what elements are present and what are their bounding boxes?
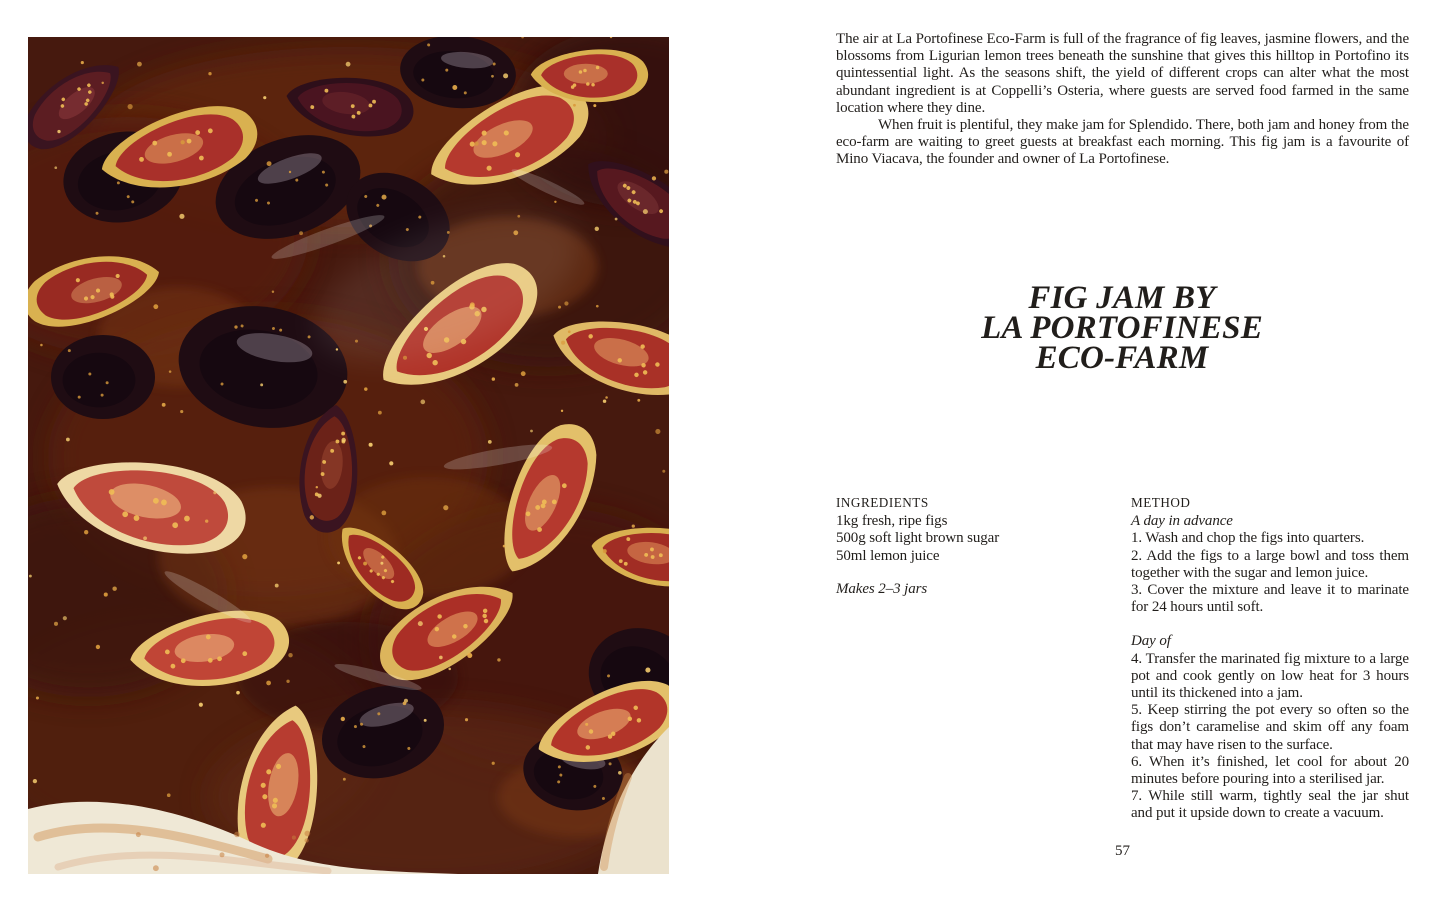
- method-step: 3. Cover the mixture and leave it to marinate for 24 hours until soft.: [1131, 582, 1409, 616]
- recipe-title-line-2: LA PORTOFINESE: [981, 310, 1263, 346]
- fig-jam-photo: [28, 37, 669, 874]
- fig-jam-photo-art: [28, 37, 669, 874]
- method-step: 6. When it’s finished, let cool for about 20 minutes before pouring into a sterilised jar.: [1131, 753, 1409, 788]
- ingredients-section: [836, 494, 1116, 598]
- intro-paragraph-1: The air at La Portofinese Eco-Farm is full of the fragrance of fig leaves, jasmine flowers, and the blossoms from Ligurian lemon trees beneath the sunshine that gives this hilltop in Portofino its quintessential light. As the seasons shift, the yield of different crops can alter what the most abundant ingredient is at Coppelli’s Osteria, where guests are served food farmed in the same location where they dine.: [836, 31, 1409, 116]
- method-step: 2. Add the figs to a large bowl and toss them together with the sugar and lemon juice.: [1131, 547, 1409, 581]
- recipe-title: [761, 280, 1445, 376]
- recipe-title-line-1: FIG JAM BY: [1028, 280, 1216, 316]
- method-heading: METHOD: [1131, 495, 1191, 510]
- method-subheading-day-of: Day of: [1131, 633, 1171, 650]
- method-step: 4. Transfer the marinated fig mixture to a large pot and cook gently on low heat for 3 hours until its thickened into a jam.: [1131, 650, 1409, 702]
- intro-text: [836, 31, 1409, 169]
- yield-note: Makes 2–3 jars: [836, 580, 928, 597]
- ingredient-item: 50ml lemon juice: [836, 547, 940, 564]
- recipe-title-line-3: ECO-FARM: [1035, 340, 1209, 376]
- method-step: 5. Keep stirring the pot every so often so the figs don’t caramelise and skim off any foam that may have risen to the surface.: [1131, 702, 1409, 753]
- page-number: 57: [1115, 843, 1130, 859]
- ingredient-item: 500g soft light brown sugar: [836, 530, 1000, 547]
- method-section: [1131, 494, 1409, 823]
- method-step: 1. Wash and chop the figs into quarters.: [1131, 530, 1365, 547]
- ingredients-heading: INGREDIENTS: [836, 495, 929, 510]
- method-step: 7. While still warm, tightly seal the jar shut and put it upside down to create a vacuum.: [1131, 788, 1409, 822]
- method-subheading-advance: A day in advance: [1131, 513, 1233, 530]
- intro-paragraph-2: When fruit is plentiful, they make jam for Splendido. There, both jam and honey from the eco-farm are waiting to greet guests at breakfast each morning. This fig jam is a favourite of Mino Viacava, the founder and owner of La Portofinese.: [836, 117, 1409, 168]
- ingredient-item: 1kg fresh, ripe figs: [836, 513, 948, 530]
